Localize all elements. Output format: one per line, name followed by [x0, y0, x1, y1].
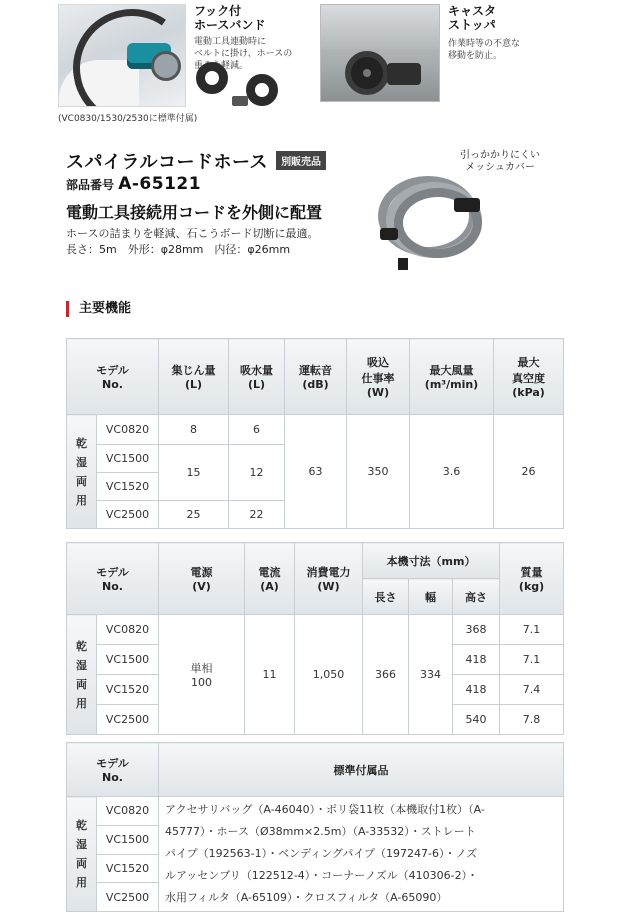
dust-cell: 15: [159, 445, 229, 501]
suction-cell: 350: [347, 415, 410, 529]
vacuum-cell: 26: [494, 415, 564, 529]
power-consumption-header: 消費電力 (W): [295, 543, 363, 615]
length-cell: 366: [363, 615, 409, 735]
model-cell: VC2500: [97, 705, 159, 735]
mass-cell: 7.4: [500, 675, 564, 705]
wet-dry-label: 乾 湿 両 用: [67, 797, 97, 912]
mass-cell: 7.8: [500, 705, 564, 735]
model-cell: VC1500: [97, 445, 159, 473]
water-cell: 22: [229, 501, 285, 529]
caster-description: 作業時等の不意な 移動を防止。: [448, 39, 521, 61]
mesh-cover-label: 引っかかりにくい メッシュカバー: [460, 150, 540, 173]
height-cell: 540: [453, 705, 500, 735]
model-cell: VC1520: [97, 473, 159, 501]
dust-cell: 25: [159, 501, 229, 529]
model-cell: VC0820: [97, 797, 159, 826]
mass-header: 質量 (kg): [500, 543, 564, 615]
standard-accessories-header: 標準付属品: [159, 743, 564, 797]
dust-cell: 8: [159, 415, 229, 445]
noise-header: 運転音 (dB): [285, 339, 347, 415]
caster-stopper-photo: [320, 4, 440, 102]
spec-table-accessories: [66, 742, 564, 912]
band-clip-image: [232, 96, 248, 106]
model-cell: VC1520: [97, 854, 159, 883]
model-header: モデル No.: [67, 339, 159, 415]
model-cell: VC1520: [97, 675, 159, 705]
suction-power-header: 吸込 仕事率 (W): [347, 339, 410, 415]
model-cell: VC1500: [97, 645, 159, 675]
hose-feature: 電動工具接続用コードを外側に配置: [66, 203, 323, 222]
power-supply-header: 電源 (V): [159, 543, 245, 615]
caster-title: キャスタ ストッパ: [448, 4, 497, 32]
part-number: 部品番号 A-65121: [66, 174, 202, 194]
height-cell: 368: [453, 615, 500, 645]
hose-band-image: [246, 74, 278, 106]
hose-description: ホースの詰まりを軽減、石こうボード切断に最適。 長さ：5m 外形：φ28mm 内径：φ26mm: [66, 227, 319, 256]
model-header: モデル No.: [67, 743, 159, 797]
sold-separately-badge: 別販売品: [276, 151, 326, 170]
water-cell: 6: [229, 415, 285, 445]
model-cell: VC2500: [97, 883, 159, 912]
hook-title: フック付 ホースバンド: [194, 4, 266, 32]
dimensions-header: 本機寸法（mm）: [363, 543, 500, 579]
vacuum-header: 最大 真空度 (kPa): [494, 339, 564, 415]
model-cell: VC1500: [97, 825, 159, 854]
accessories-list: アクセサリバッグ（A-46040）・ポリ袋11枚（本機取付1枚）（A- 45777）・ホース（Ø38mm×2.5m）（A-33532）・ストレート パイプ（192563-1）・ベンディングパイプ（197247-6）・ノズ ルアッセンブリ（122512-4）・コーナーノズル（410306-2）・ 水用フィルタ（A-65109）・クロスフィルタ（A-65090）: [159, 797, 564, 912]
dust-capacity-header: 集じん量 (L): [159, 339, 229, 415]
wet-dry-label: 乾 湿 両 用: [67, 615, 97, 735]
model-cell: VC0820: [97, 415, 159, 445]
power-consumption-cell: 1,050: [295, 615, 363, 735]
water-capacity-header: 吸水量 (L): [229, 339, 285, 415]
model-header: モデル No.: [67, 543, 159, 615]
width-cell: 334: [409, 615, 453, 735]
mass-cell: 7.1: [500, 615, 564, 645]
current-header: 電流 (A): [245, 543, 295, 615]
hose-heading: [66, 148, 326, 174]
hose-title: スパイラルコードホース: [66, 152, 269, 173]
current-cell: 11: [245, 615, 295, 735]
hook-description: 電動工具連動時に ベルトに掛け、ホースの 重みを軽減。: [194, 37, 293, 71]
airflow-cell: 3.6: [410, 415, 494, 529]
water-cell: 12: [229, 445, 285, 501]
noise-cell: 63: [285, 415, 347, 529]
model-cell: VC0820: [97, 615, 159, 645]
mass-cell: 7.1: [500, 645, 564, 675]
hose-band-image: [196, 62, 228, 94]
main-functions-heading: 主要機能: [66, 301, 131, 317]
wet-dry-label: 乾 湿 両 用: [67, 415, 97, 529]
spec-table-electrical: [66, 542, 564, 735]
power-supply-cell: 単相 100: [159, 615, 245, 735]
hose-band-photo: [58, 4, 186, 107]
airflow-header: 最大風量 (m³/min): [410, 339, 494, 415]
model-cell: VC2500: [97, 501, 159, 529]
spiral-hose-image: [372, 162, 492, 272]
height-header: 高さ: [453, 579, 500, 615]
spec-table-performance: [66, 338, 564, 529]
height-cell: 418: [453, 645, 500, 675]
standard-accessory-note: (VC0830/1530/2530に標準付属): [58, 114, 198, 124]
length-header: 長さ: [363, 579, 409, 615]
height-cell: 418: [453, 675, 500, 705]
width-header: 幅: [409, 579, 453, 615]
